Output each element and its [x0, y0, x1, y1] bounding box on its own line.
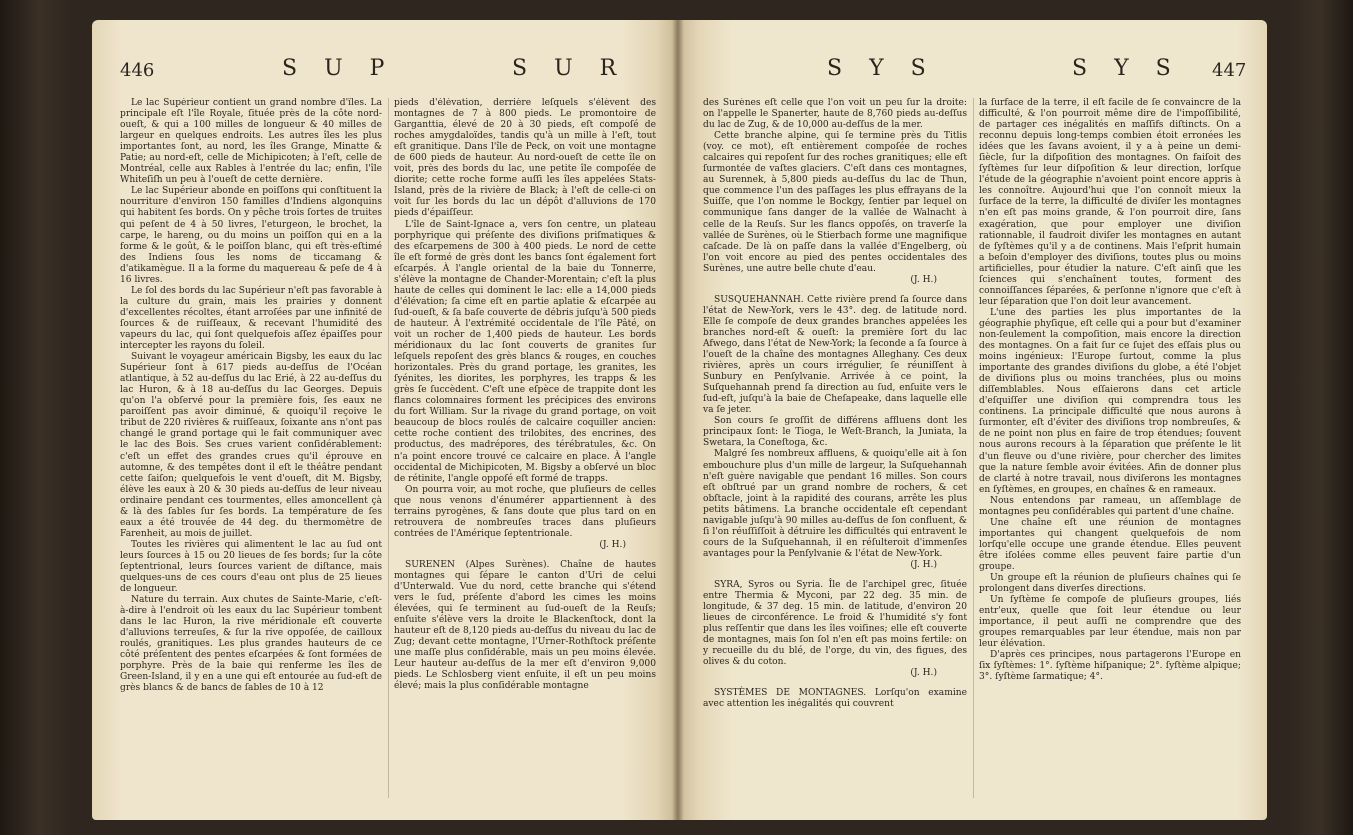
paragraph: L'une des parties les plus importantes de la géographie phyſique, eſt celle qui a pour but d'examiner non-ſeulement la compoſition, mais encore la direction des montagnes. On a fait ſur ce ſujet des eſſais plus ou moins ingénieux: l'Europe ſurtout, comme la plus importante des grandes diviſions du globe, a été l'objet de diviſions plus ou moins tranchées, plus ou moins diſſemblables. Nous eſſaierons dans cet article d'eſquiſſer une diviſion qui comprendra tous les continens. La principale difficulté que nous aurons à ſurmonter, eſt d'éviter des diviſions trop nombreuſes, & de ne point non plus en faire de trop étendues; ſouvent nous aurons recours à la ſéparation que préſente le lit d'un fleuve ou d'une rivière, pour chercher des limites que la nature ſemble avoir évitées. Afin de donner plus de clarté à notre travail, nous diviſerons les montagnes en ſyſtèmes, en groupes, en chaînes & en rameaux.: [979, 307, 1241, 495]
left-page: [92, 20, 677, 820]
paragraph: Le lac Supérieur abonde en poiſſons qui conſtituent la nourriture d'environ 150 familles d'Indiens algonquins qui habitent ſes bords. On y pêche trois ſortes de truites qui peſent de 4 à 50 livres, l'eturgeon, le brochet, la carpe, le hareng, ou du moins un poiſſon qui en a la forme & le goût, & le poiſſon blanc, qui eſt très-eſtimé des Indiens ſous les noms de ticcamang & d'atikamègue. Il a la forme du maquereau & peſe de 4 à 16 livres.: [120, 186, 382, 285]
paragraph: Nature du terrain. Aux chutes de Sainte-Marie, c'eſt-à-dire à l'endroit où les eaux du lac Supérieur tombent dans le lac Huron, la rive méridionale eſt couverte d'alluvions terreuſes, & ſur la rive oppoſée, de cailloux roulés, granitiques. Les plus grandes hauteurs de ce côté préſentent des pentes eſcarpées & ſont formées de porphyre. Près de la baie qui renferme les îles de Green-Island, il y en a une qui eſt entourée au ſud-eſt de grès blancs & de bancs de ſables de 10 à 12: [120, 595, 382, 694]
paragraph: Nous entendons par rameau, un aſſemblage de montagnes peu conſidérables qui partent d'une chaîne.: [979, 495, 1241, 517]
entry-surenen: SURENEN (Alpes Surènes). Chaîne de hautes montagnes qui ſépare le canton d'Uri de celui d'Unterwald. Vue du nord, cette branche qui s'étend vers le ſud, préſente d'abord les cimes les moins élevées, qui ſe terminent au ſud-oueſt de la Reuſs; enſuite s'élève vers la droite le Blackenſtock, dont la hauteur eſt de 8,120 pieds au-deſſus du niveau du lac de Zug; devant cette montagne, l'Urner-Rothſtock préſente une maſſe plus conſidérable, mais un peu moins élevée. Leur hauteur au-deſſus de la mer eſt d'environ 9,000 pieds. Le Schlosberg vient enſuite, il eſt un peu moins élevé; mais la plus conſidérable montagne: [394, 559, 656, 692]
paragraph: Une chaîne eſt une réunion de montagnes importantes qui changent quelquefois de nom lorſqu'elle occupe une grande étendue. Elles peuvent être iſolées comme elles peuvent faire partie d'un groupe.: [979, 517, 1241, 572]
paragraph: pieds d'élévation, derrière leſquels s'élèvent des montagnes de 7 à 800 pieds. Le promontoire de Garganttia, élevé de 20 à 30 pieds, eſt compoſé de roches amygdaloïdes, tandis qu'à un mille à l'eſt, tout eſt granitique. Dans l'île de Peck, on voit une montagne de 600 pieds de hauteur. Au nord-oueſt de cette île on voit, près des bords du lac, une petite île compoſée de diorite; cette roche forme auſſi les îles appelées Stats-Island, près de la rivière de Black; à l'eſt de celle-ci on voit ſur les bords du lac un dépôt d'alluvions de 170 pieds d'épaiſſeur.: [394, 98, 656, 219]
paragraph: On pourra voir, au mot roche, que pluſieurs de celles que nous venons d'énumérer appartiennent à des terrains pyrogènes, & ſans doute que plus tard on en retrouvera de nombreuſes traces dans pluſieurs contrées de l'Amérique ſeptentrionale.: [394, 484, 656, 539]
book-gutter: [672, 20, 684, 820]
paragraph: Un ſyſtème ſe compoſe de pluſieurs groupes, liés entr'eux, quelle que ſoit leur étendue ou leur importance, il peut auſſi ne comprendre que des groupes remarquables par leur étendue, mais non par leur élévation.: [979, 595, 1241, 650]
right-running-head: [677, 56, 1267, 92]
left-head-word-1: S U P: [282, 56, 395, 81]
paragraph: Le lac Supérieur contient un grand nombre d'îles. La principale eſt l'île Royale, ſituée près de la côte nord-oueſt, & qui a 100 milles de longueur & 40 milles de largeur en quelques endroits. Les autres îles les plus importantes ſont, au nord, les îles Grange, Minatte & Patie; au nord-eſt, celle de Michipicoten; à l'eſt, celle de Montréal, celle aux Rables à l'entrée du lac; enfin, l'île Whiteſiſh un peu à l'oueſt de cette dernière.: [120, 98, 382, 186]
paragraph: Un groupe eſt la réunion de pluſieurs chaînes qui ſe prolongent dans diverſes directions.: [979, 573, 1241, 595]
column-divider: [973, 98, 974, 798]
entry-susquehannah: SUSQUEHANNAH. Cette rivière prend ſa ſource dans l'état de New-York, vers le 43°. deg. de latitude nord. Elle ſe compoſe de deux grandes branches appelées les branches nord-eſt & oueſt: la première ſort du lac Afwego, dans l'état de New-York; la ſeconde a ſa ſource à l'oueſt de la chaîne des montagnes Alleghany. Ces deux rivières, après un cours irrégulier, ſe réuniſſent à Sunbury en Penſylvanie. Arrivée à ce point, la Suſquehannah prend ſa direction au ſud, enſuite vers le ſud-eſt, juſqu'à la baie de Cheſapeake, dans laquelle elle va ſe jeter.: [703, 294, 967, 416]
paragraph: Malgré ſes nombreux affluens, & quoiqu'elle ait à ſon embouchure plus d'un mille de largeur, la Suſquehannah n'eſt guère navigable que pendant 16 milles. Son cours eſt obſtrué par un grand nombre de rochers, & cet obſtacle, joint à la rapidité des courans, arrête les plus petits bâtimens. La branche occidentale eſt cependant navigable juſqu'à 90 milles au-deſſus de ſon confluent, & ſi l'on réuſſiſſoit à détruire les difficultés qui entravent le cours de la Suſquehannah, il en réſulteroit d'immenſes avantages pour la Penſylvanie & l'état de New-York.: [703, 449, 967, 559]
right-page: [677, 20, 1267, 820]
left-column-1: [120, 98, 382, 808]
paragraph: Cette branche alpine, qui ſe termine près du Titlis (voy. ce mot), eſt entièrement compoſée de roches calcaires qui repoſent ſur des roches granitiques; elle eſt ſurmontée de vaſtes glaciers. C'eſt dans ces montagnes, au Surennek, à 5,800 pieds au-deſſus du lac de Thun, que commence l'un des paſſages les plus effrayans de la Suiſſe, que l'on nomme le Bockgy, ſentier par lequel on communique ſans danger de la vallée de Walnacht à celle de la Reuſs. Sur les flancs oppoſés, on traverſe la vallée de Surènes, où le Stierbach forme une magnifique caſcade. De là on paſſe dans la vallée d'Engelberg, où l'on voit encore au pied des pentes occidentales des Surènes, une autre belle chute d'eau.: [703, 131, 967, 274]
right-page-number: 447: [1212, 60, 1247, 81]
column-divider: [388, 98, 389, 798]
paragraph: la ſurface de la terre, il eſt facile de ſe convaincre de la difficulté, & l'on pourroit même dire de l'impoſſibilité, de partager ces inégalités en maſſifs diſtincts. On a reconnu depuis long-temps combien étoit erronées les idées que les ſavans avoient, il y a à peine un demi-ſiècle, ſur la diſpoſition des montagnes. On faiſoit des ſyſtèmes ſur leur diſpoſition & leur direction, lorſque l'étude de la géographie n'avoient point encore appris à les connoître. Aujourd'hui que l'on connoît mieux la ſurface de la terre, la difficulté de diviſer les montagnes n'en eſt pas moins grande, & l'on pourroit dire, ſans exagération, que pour employer une diviſion rationnable, il faudroit diviſer les montagnes en autant de ſyſtèmes qu'il y a de continens. Mais l'eſprit humain a beſoin d'employer des diviſions, toutes plus ou moins artificielles, pour étudier la nature. C'eſt ainſi que les ſciences qui s'enchaînent toutes, forment des connoiſſances ſéparées, & perſonne n'ignore que c'eſt à leur ſéparation que l'on doit leur avancement.: [979, 98, 1241, 307]
left-column-2: [394, 98, 656, 808]
entry-systemes-de-montagnes: SYSTÈMES DE MONTAGNES. Lorſqu'on examine avec attention les inégalités qui couvrent: [703, 688, 967, 710]
paragraph: Toutes les rivières qui alimentent le lac au ſud ont leurs ſources à 15 ou 20 lieues de ſes bords; ſur la côte ſeptentrional, leurs ſources varient de diſtance, mais quelques-uns de ces cours d'eau ont plus de 25 lieues de longueur.: [120, 539, 382, 595]
left-head-word-2: S U R: [512, 56, 627, 81]
right-head-word-1: S Y S: [827, 56, 936, 81]
author-signature: (J. H.): [910, 668, 937, 679]
paragraph: D'après ces principes, nous partagerons l'Europe en ſix ſyſtèmes: 1°. ſyſtème hiſpanique; 2°. ſyſtème alpique; 3°. ſyſtème ſarmatique; 4°.: [979, 650, 1241, 683]
paragraph: Son cours ſe groſſit de différens affluens dont les principaux ſont: le Tioga, le Weſt-Branch, la Juniata, la Swetara, la Coneſtoga, &c.: [703, 416, 967, 449]
paragraph: des Surènes eſt celle que l'on voit un peu ſur la droite: on l'appelle le Spanerter, haute de 8,760 pieds au-deſſus du lac de Zug, & de 10,000 au-deſſus de la mer.: [703, 98, 967, 131]
entry-syra: SYRA, Syros ou Syria. Île de l'archipel grec, ſituée entre Thermia & Myconi, par 22 deg. 35 min. de longitude, & 37 deg. 15 min. de latitude, d'environ 20 lieues de circonférence. Le froid & l'humidité s'y font plus reſſentir que dans les îles voiſines; elle eſt couverte de montagnes, mais ſon ſol n'en eſt pas moins fertile: on y recueille du du blé, de l'orge, du vin, des figues, des olives & du coton.: [703, 579, 967, 668]
left-page-number: 446: [120, 60, 155, 81]
right-column-2: [979, 98, 1241, 808]
author-signature: (J. H.): [599, 539, 626, 550]
paragraph: L'île de Saint-Ignace a, vers ſon centre, un plateau porphyrique qui préſente des diviſions priſmatiques & des eſcarpemens de 300 à 400 pieds. Le nord de cette île eſt formé de grès dont les bancs ſont également fort eſcarpés. À l'angle oriental de la baie du Tonnerre, s'élève la montagne de Chander-Morentain; c'eſt la plus haute de celles qui dominent le lac: elle a 14,000 pieds d'élévation; ſa cime eſt en partie aplatie & eſcarpée au ſud-oueſt, & ſa baſe couverte de débris juſqu'à 500 pieds de hauteur. À l'extrémité occidentale de l'île Pâté, on voit un rocher de 1,400 pieds de hauteur. Les bords méridionaux du lac ſont couverts de granites ſur leſquels repoſent des grès blancs & rouges, en couches horizontales. Près du grand portage, les granites, les ſyénites, les diorites, les porphyres, les trapps & les grès ſe ſuccèdent. C'eſt une eſpèce de trappite dont les flancs colomnaires forment les précipices des environs du fort William. Sur la rivage du grand portage, on voit beaucoup de blocs roulés de calcaire coquiller ancien: cette roche contient des trilobites, des encrines, des productus, des madrépores, des térébratules, &c. On n'a point encore trouvé ce calcaire en place. À l'angle occidental de Michipicoten, M. Bigsby a obſervé un bloc de rétinite, l'angle oppoſé eſt formé de trapps.: [394, 219, 656, 484]
paragraph: Le ſol des bords du lac Supérieur n'eſt pas favorable à la culture du grain, mais les prairies y donnent d'excellentes récoltes, étant arroſées par une infinité de ſources & de ruiſſeaux, & recevant l'humidité des vapeurs du lac, qui ſont quelquefois aſſez épaiſſes pour intercepter les rayons du ſoleil.: [120, 285, 382, 352]
author-signature: (J. H.): [910, 559, 937, 570]
author-signature: (J. H.): [910, 274, 937, 285]
right-head-word-2: S Y S: [1072, 56, 1181, 81]
left-running-head: [92, 56, 677, 92]
paragraph: Suivant le voyageur américain Bigsby, les eaux du lac Supérieur ſont à 617 pieds au-deſſus de l'Océan atlantique, à 52 au-deſſus du lac Erié, à 22 au-deſſus du lac Huron, & à 18 au-deſſus du lac Georges. Depuis qu'on l'a obſervé pour la première fois, ſes eaux ne paroiſſent pas avoir diminué, & quoiqu'il reçoive le tribut de 220 rivières & ruiſſeaux, ſoixante ans n'ont pas changé le grand portage qui le fait communiquer avec le lac des Bois. Ses crues varient conſidérablement: c'eſt un effet des grandes crues qu'il éprouve en automne, & des tempêtes dont il eſt le théâtre pendant cette ſaiſon; quelquefois le vent d'oueſt, dit M. Bigsby, élève les eaux à 20 & 30 pieds au-deſſus de leur niveau ordinaire pendant ces tourmentes, elles amoncellent çà & là des ſables ſur ſes bords. La température de ſes eaux a été trouvée de 44 deg. du thermomètre de Farenheit, au mois de juillet.: [120, 352, 382, 539]
right-column-1: [703, 98, 967, 808]
